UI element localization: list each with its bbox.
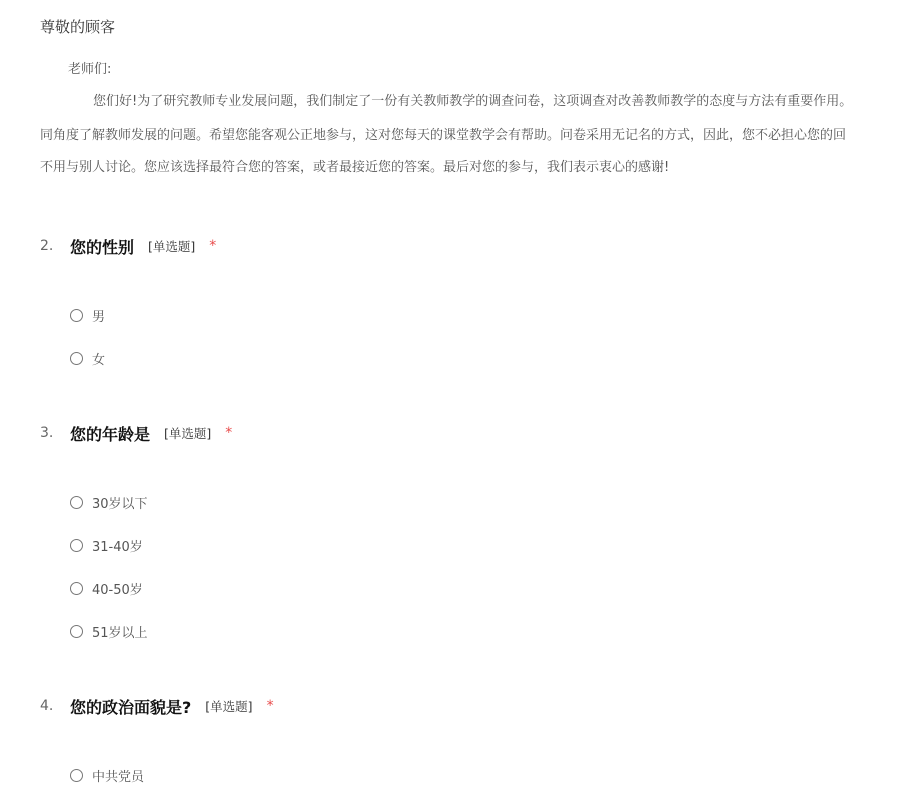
options-age: [70, 492, 148, 641]
options-gender: [70, 305, 105, 368]
option-label: 51岁以上: [92, 625, 148, 641]
required-marker: *: [209, 238, 217, 254]
question-age: [40, 421, 232, 445]
options-political-status: [70, 765, 144, 785]
intro-line: 同角度了解教师发展的问题。希望您能客观公正地参与，这对您每天的课堂教学会有帮助。问卷采用无记名的方式，因此，您不必担心您的回: [40, 128, 847, 143]
question-title: 您的政治面貌是?: [70, 697, 192, 717]
question-type-tag: [单选题]: [164, 426, 212, 441]
question-number: 3.: [40, 425, 54, 441]
option-female[interactable]: [70, 348, 105, 368]
required-marker: *: [225, 425, 233, 441]
question-header: [40, 421, 232, 445]
option-age-31-40[interactable]: [70, 535, 148, 555]
question-type-tag: [单选题]: [205, 699, 253, 714]
radio-button[interactable]: [70, 539, 83, 552]
question-number: 2.: [40, 238, 54, 254]
radio-button[interactable]: [70, 582, 83, 595]
option-male[interactable]: [70, 305, 105, 325]
question-header: [40, 234, 216, 258]
radio-button[interactable]: [70, 625, 83, 638]
question-political-status: [40, 694, 274, 718]
question-number: 4.: [40, 698, 54, 714]
question-type-tag: [单选题]: [148, 239, 196, 254]
option-label: 31-40岁: [92, 539, 143, 555]
radio-button[interactable]: [70, 352, 83, 365]
intro-greeting: 老师们:: [68, 62, 112, 77]
option-age-over-51[interactable]: [70, 621, 148, 641]
page-title: 尊敬的顾客: [40, 18, 116, 36]
required-marker: *: [266, 698, 274, 714]
option-label: 女: [92, 352, 106, 368]
option-label: 中共党员: [92, 769, 145, 785]
option-age-40-50[interactable]: [70, 578, 148, 598]
intro-line: 不用与别人讨论。您应该选择最符合您的答案，或者最接近您的答案。最后对您的参与，我们表示衷心的感谢!: [40, 160, 670, 175]
question-header: [40, 694, 274, 718]
intro-line: 您们好!为了研究教师专业发展问题，我们制定了一份有关教师教学的调查问卷，这项调查对改善教师教学的态度与方法有重要作用。: [93, 94, 853, 109]
option-party-member[interactable]: [70, 765, 144, 785]
option-label: 40-50岁: [92, 582, 143, 598]
radio-button[interactable]: [70, 769, 83, 782]
question-gender: [40, 234, 216, 258]
question-title: 您的性别: [70, 237, 135, 257]
option-age-under-30[interactable]: [70, 492, 148, 512]
radio-button[interactable]: [70, 496, 83, 509]
radio-button[interactable]: [70, 309, 83, 322]
option-label: 男: [92, 309, 106, 325]
question-title: 您的年龄是: [70, 424, 151, 444]
option-label: 30岁以下: [92, 496, 148, 512]
